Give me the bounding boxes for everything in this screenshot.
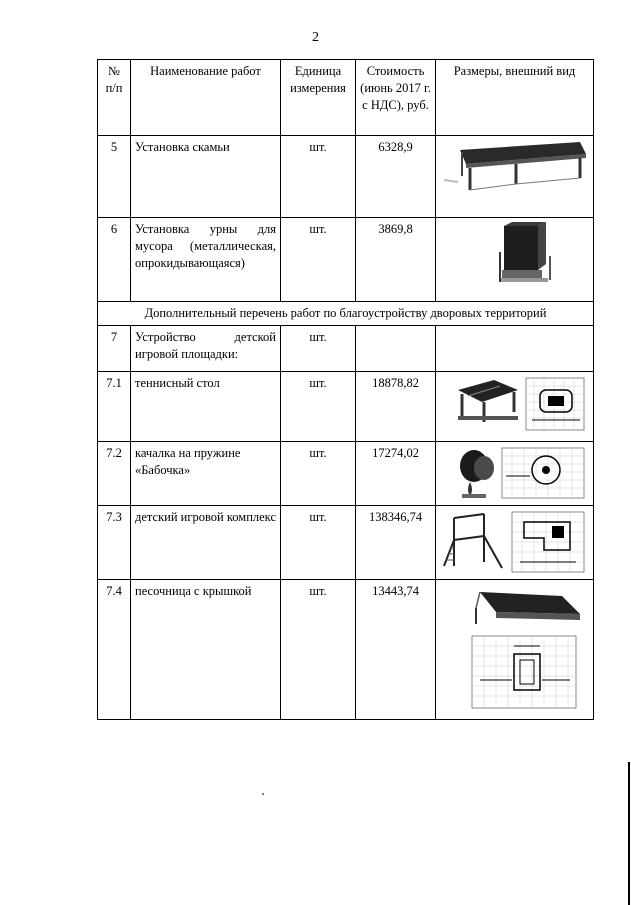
- table-row: [98, 442, 594, 506]
- tennis-table-image: [436, 372, 594, 442]
- row-name: песочница с крышкой: [131, 580, 281, 720]
- row-cost: 17274,02: [356, 442, 436, 506]
- section-title: Дополнительный перечень работ по благоустройству дворовых территорий: [98, 302, 594, 326]
- row-cost: 6328,9: [356, 136, 436, 218]
- header-num: № п/п: [98, 60, 131, 136]
- page-number: 2: [312, 30, 319, 45]
- trash-bin-image: [436, 218, 594, 302]
- table-header-row: [98, 60, 594, 136]
- row-name: качалка на пружине «Бабочка»: [131, 442, 281, 506]
- row-unit: шт.: [281, 218, 356, 302]
- header-view: Размеры, внешний вид: [436, 60, 594, 136]
- bench-image: [436, 136, 594, 218]
- row-num: 7: [98, 326, 131, 372]
- works-table: [97, 59, 594, 720]
- row-num: 5: [98, 136, 131, 218]
- row-name: детский игровой комплекс: [131, 506, 281, 580]
- row-unit: шт.: [281, 136, 356, 218]
- row-num: 7.1: [98, 372, 131, 442]
- table-row: [98, 580, 594, 720]
- row-name: Установка урны для мусора (металлическая, опрокидывающаяся): [131, 218, 281, 302]
- row-num: 6: [98, 218, 131, 302]
- table-row: [98, 326, 594, 372]
- row-unit: шт.: [281, 372, 356, 442]
- row-name: Установка скамьи: [131, 136, 281, 218]
- row-num: 7.4: [98, 580, 131, 720]
- playground-complex-image: [436, 506, 594, 580]
- header-name: Наименование работ: [131, 60, 281, 136]
- row-cost: [356, 326, 436, 372]
- table-row: [98, 136, 594, 218]
- empty-view-cell: [436, 326, 594, 372]
- scan-edge-mark: [628, 762, 630, 905]
- row-num: 7.3: [98, 506, 131, 580]
- sandbox-image: [436, 580, 594, 720]
- spring-rocker-image: [436, 442, 594, 506]
- row-cost: 18878,82: [356, 372, 436, 442]
- row-num: 7.2: [98, 442, 131, 506]
- row-unit: шт.: [281, 326, 356, 372]
- row-unit: шт.: [281, 442, 356, 506]
- section-row: [98, 302, 594, 326]
- table-row: [98, 506, 594, 580]
- row-cost: 13443,74: [356, 580, 436, 720]
- scan-speck: [262, 793, 264, 795]
- row-cost: 3869,8: [356, 218, 436, 302]
- row-name: Устройство детской игровой площадки:: [131, 326, 281, 372]
- row-unit: шт.: [281, 580, 356, 720]
- header-unit: Единица измерения: [281, 60, 356, 136]
- header-cost: Стоимость (июнь 2017 г. с НДС), руб.: [356, 60, 436, 136]
- row-unit: шт.: [281, 506, 356, 580]
- row-cost: 138346,74: [356, 506, 436, 580]
- row-name: теннисный стол: [131, 372, 281, 442]
- table-row: [98, 218, 594, 302]
- table-row: [98, 372, 594, 442]
